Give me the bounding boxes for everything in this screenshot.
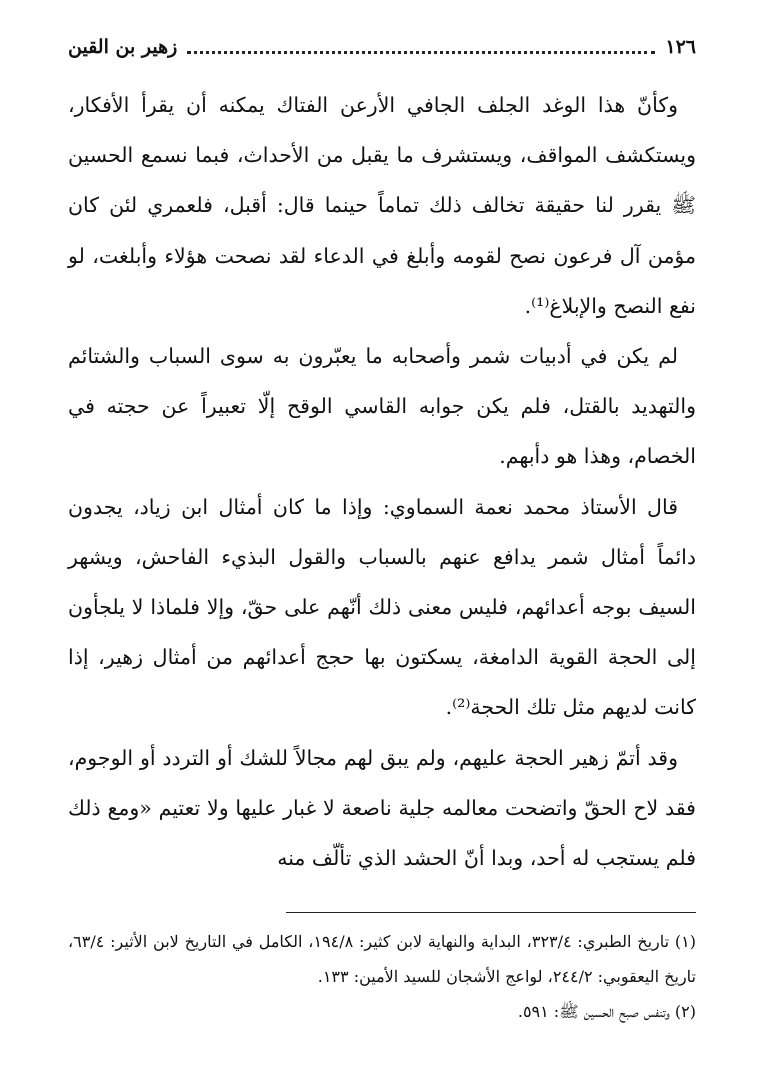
footnotes — [68, 924, 696, 1029]
paragraph: قال الأستاذ محمد نعمة السماوي: وإذا ما كان أمثال ابن زياد، يجدون دائماً أمثال شمر يدافع عنهم بالسباب والقول البذيء الفاحش، ويشهر السيف بوجه أعدائهم، فليس معنى ذلك أنّهم على حقّ، وإلا فلماذا لا يلجأون إلى الحجة القوية الدامغة، يسكتون بها حجج أعدائهم من أمثال زهير، إذا كانت لديهم مثل تلك الحجة⁽²⁾. — [68, 494, 696, 720]
main-text — [68, 80, 696, 883]
footnote: (٢) وتنفس صبح الحسين ﷺ: ٥٩١. — [517, 1002, 696, 1021]
paragraph: وقد أتمّ زهير الحجة عليهم، ولم يبق لهم مجالاً للشك أو التردد أو الوجوم، فقد لاح الحقّ واتضحت معالمه جلية ناصعة لا غبار عليها ولا تعتيم «ومع ذلك فلم يستجب له أحد، وبدا أنّ الحشد الذي تألّف منه — [68, 745, 696, 871]
paragraph: وكأنّ هذا الوغد الجلف الجافي الأرعن الفتاك يمكنه أن يقرأ الأفكار، ويستكشف المواقف، ويستشرف ما يقبل من الأحداث، فبما نسمع الحسين ﷺ يقرر لنا حقيقة تخالف ذلك تماماً حينما قال: أقبل، فلعمري لئن كان مؤمن آل فرعون نصح لقومه وأبلغ في الدعاء لقد نصحت هؤلاء وأبلغت، لو نفع النصح والإبلاغ⁽¹⁾. — [68, 93, 696, 318]
page-header — [68, 30, 696, 64]
running-title: زهير بن القين — [68, 36, 178, 58]
paragraph: لم يكن في أدبيات شمر وأصحابه ما يعبّرون به سوى السباب والشتائم والتهديد بالقتل، فلم يكن جوابه القاسي الوقح إلّا تعبيراً عن حجته في الخصام، وهذا هو دأبهم. — [68, 344, 696, 469]
footnote-separator — [286, 912, 696, 913]
footnote: (١) تاريخ الطبري: ٣٢٣/٤، البداية والنهاية لابن كثير: ١٩٤/٨، الكامل في التاريخ لابن الأثير: ٦٣/٤، تاريخ اليعقوبي: ٢٤٤/٢، لواعج الأشجان للسيد الأمين: ١٣٣. — [68, 932, 696, 986]
page-number: ١٢٦ — [665, 36, 696, 58]
header-dot-leader — [187, 51, 655, 54]
